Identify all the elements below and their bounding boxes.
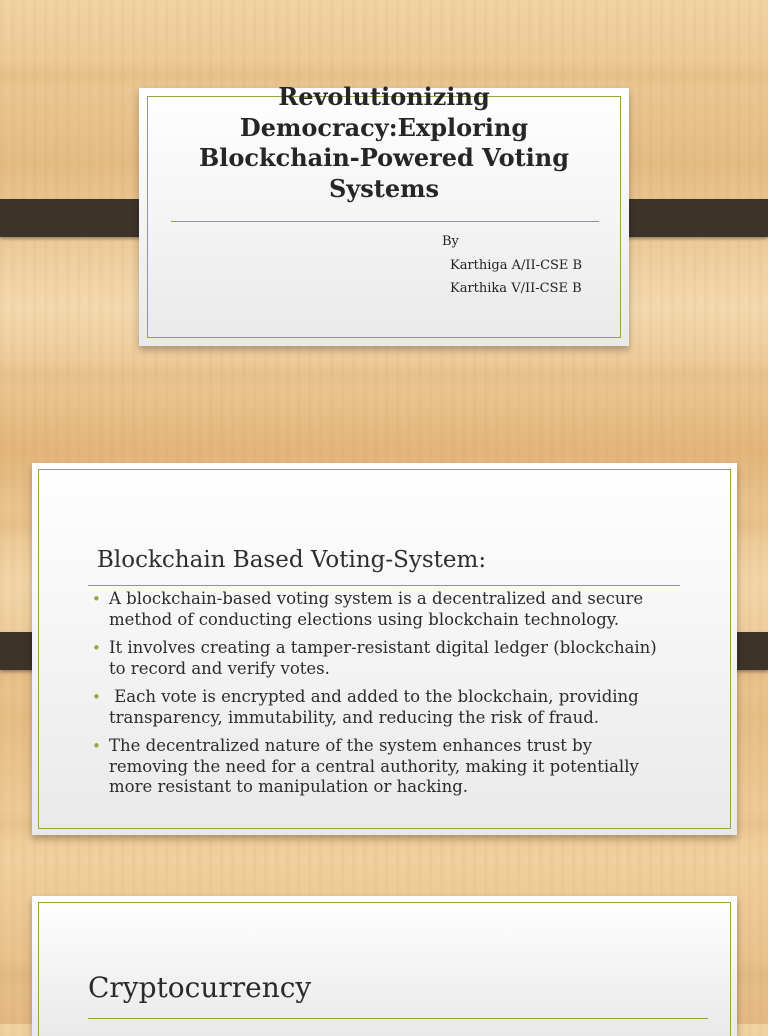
slide-frame bbox=[38, 902, 731, 1036]
bullet-item bbox=[92, 736, 707, 798]
bullet-text-line: to record and verify votes. bbox=[109, 658, 330, 678]
strap-left-1 bbox=[0, 199, 156, 237]
bullet-text-line: transparency, immutability, and reducing the risk of fraud. bbox=[109, 707, 600, 727]
title-line: Revolutionizing bbox=[278, 82, 490, 111]
presentation-title bbox=[169, 82, 599, 204]
strap-right-1 bbox=[612, 199, 768, 237]
bullet-marker: • bbox=[92, 688, 101, 706]
content-slide-cryptocurrency[interactable] bbox=[32, 896, 737, 1036]
bullet-text-line: more resistant to manipulation or hacking. bbox=[109, 777, 469, 796]
bullet-text-line: Each vote is encrypted and added to the blockchain, providing bbox=[109, 687, 639, 706]
bullet-marker: • bbox=[92, 639, 101, 657]
title-slide[interactable] bbox=[139, 82, 629, 346]
author-1: Karthiga A/II-CSE B bbox=[450, 258, 583, 273]
title-line: Systems bbox=[328, 173, 440, 203]
bullet-text-line: The decentralized nature of the system enhances trust by bbox=[109, 736, 593, 755]
bullet-marker: • bbox=[92, 737, 101, 755]
title-divider bbox=[171, 221, 599, 222]
title-line: Blockchain-Powered Voting bbox=[198, 143, 570, 172]
slide-heading: Blockchain Based Voting-System: bbox=[97, 547, 487, 573]
bullet-text-line: method of conducting elections using blockchain technology. bbox=[109, 609, 620, 629]
bullet-list bbox=[92, 589, 707, 806]
heading-divider bbox=[88, 1018, 708, 1019]
author-2: Karthika V/II-CSE B bbox=[450, 281, 582, 296]
bullet-text-line: It involves creating a tamper-resistant digital ledger (blockchain) bbox=[109, 638, 657, 657]
bullet-item bbox=[92, 589, 707, 630]
heading-divider bbox=[88, 585, 680, 586]
title-line: Democracy:Exploring bbox=[239, 112, 529, 142]
bullet-text-line: A blockchain-based voting system is a decentralized and secure bbox=[109, 589, 644, 608]
bullet-marker: • bbox=[92, 590, 101, 608]
bullet-item bbox=[92, 638, 707, 679]
slide-heading: Cryptocurrency bbox=[88, 971, 312, 1004]
by-label: By bbox=[442, 234, 459, 249]
bullet-item bbox=[92, 687, 707, 728]
bullet-text-line: removing the need for a central authority, making it potentially bbox=[109, 756, 639, 776]
content-slide-voting[interactable] bbox=[32, 463, 737, 835]
